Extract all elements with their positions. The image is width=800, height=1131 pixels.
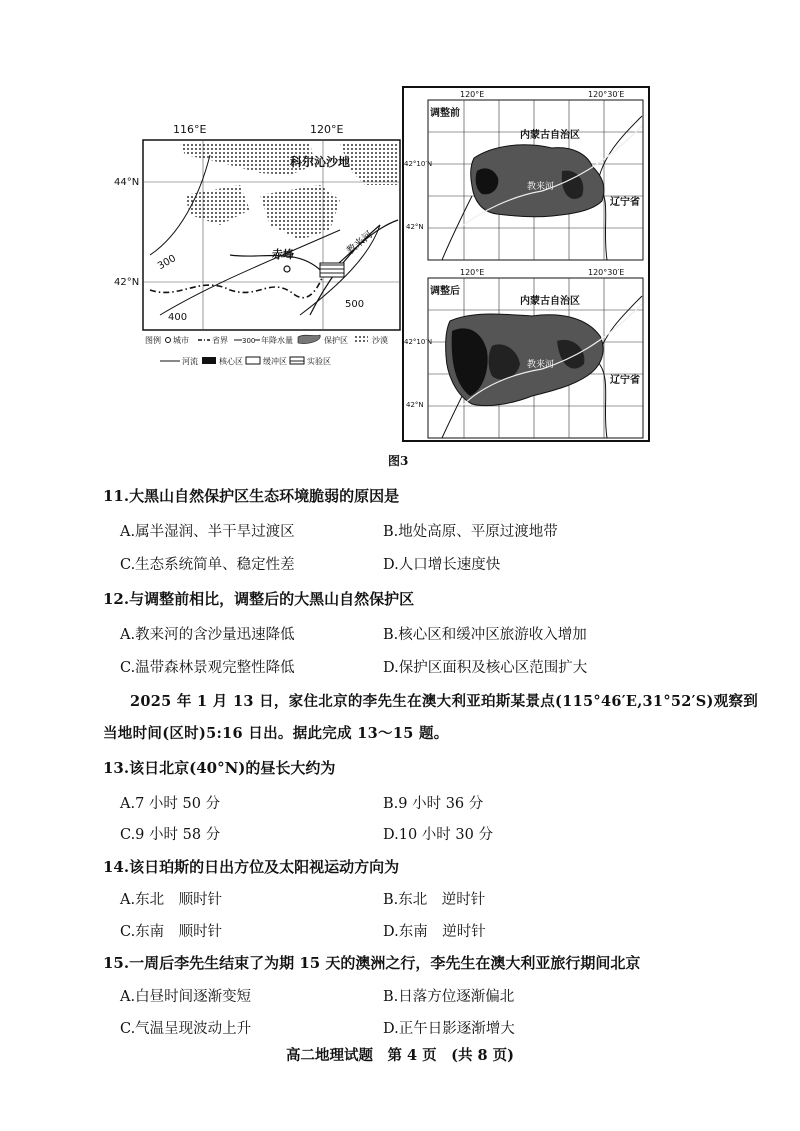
panel-title-before: 调整前 — [430, 108, 460, 119]
lon-label: 120°E — [460, 90, 485, 99]
question-15-option-c: C.气温呈现波动上升 — [120, 1021, 252, 1037]
lat-label: 42°N — [406, 401, 424, 409]
legend-desert-icon — [354, 336, 368, 343]
lon-label: 120°E — [310, 123, 344, 136]
question-15-option-a: A.白昼时间逐渐变短 — [120, 989, 252, 1005]
river-label: 教来河 — [344, 229, 375, 258]
lon-label: 120°30′E — [588, 268, 625, 277]
legend-buffer: 缓冲区 — [263, 357, 287, 366]
legend-river: 河流 — [182, 357, 198, 366]
page-footer: 高二地理试题 第 4 页 (共 8 页) — [285, 1047, 515, 1064]
lon-label: 116°E — [173, 123, 207, 136]
region-label-before: 内蒙古自治区 — [520, 130, 580, 141]
legend-isohyet-sample: 300 — [242, 337, 256, 345]
question-12-option-b: B.核心区和缓冲区旅游收入增加 — [383, 627, 587, 643]
legend-core: 核心区 — [219, 357, 243, 366]
legend-reserve-icon — [298, 335, 320, 344]
figure-caption: 图3 — [388, 454, 409, 468]
lon-label: 120°30′E — [588, 90, 625, 99]
map-before — [404, 90, 643, 260]
question-15-option-b: B.日落方位逐渐偏北 — [383, 989, 515, 1005]
city-chifeng-marker — [284, 266, 290, 272]
legend-isohyet: 年降水量 — [261, 336, 293, 345]
question-12-stem: 12.与调整前相比，调整后的大黑山自然保护区 — [103, 590, 415, 608]
question-11-option-b: B.地处高原、平原过渡地带 — [383, 524, 558, 540]
lat-label: 42°N — [114, 277, 140, 288]
question-13-option-b: B.9 小时 36 分 — [383, 796, 484, 812]
legend-title: 图例 — [145, 336, 161, 345]
question-14-option-c: C.东南 顺时针 — [120, 924, 223, 940]
legend-buffer-icon — [246, 357, 260, 364]
question-13-option-a: A.7 小时 50 分 — [120, 796, 221, 812]
legend-province: 省界 — [212, 336, 228, 345]
question-11-option-a: A.属半湿润、半干旱过渡区 — [120, 524, 295, 540]
reserve-box — [320, 263, 344, 277]
lat-label: 42°N — [406, 223, 424, 231]
question-11-option-d: D.人口增长速度快 — [383, 557, 501, 573]
question-14-option-d: D.东南 逆时针 — [383, 924, 486, 940]
passage-line-1: 2025 年 1 月 13 日，家住北京的李先生在澳大利亚珀斯某景点(115°46′E,31°52′S)观察到 — [130, 693, 759, 710]
isohyet-label-500: 500 — [345, 299, 365, 310]
question-12-option-a: A.教来河的含沙量迅速降低 — [120, 627, 295, 643]
passage-line-2: 当地时间(区时)5:16 日出。据此完成 13～15 题。 — [103, 725, 449, 742]
question-12-option-d: D.保护区面积及核心区范围扩大 — [383, 660, 588, 676]
legend-core-icon — [202, 357, 216, 364]
isohyet-label-400: 400 — [168, 312, 188, 323]
question-14-option-b: B.东北 逆时针 — [383, 892, 486, 908]
city-label: 赤峰 — [272, 248, 294, 261]
lon-label: 120°E — [460, 268, 485, 277]
question-15-option-d: D.正午日影逐渐增大 — [383, 1021, 515, 1037]
question-14-option-a: A.东北 顺时针 — [120, 892, 223, 908]
question-15-stem: 15.一周后李先生结束了为期 15 天的澳洲之行，李先生在澳大利亚旅行期间北京 — [103, 954, 641, 972]
region-label-after: 内蒙古自治区 — [520, 296, 580, 307]
left-map — [110, 115, 405, 380]
lat-label: 42°10′N — [404, 160, 433, 168]
lat-label: 42°10′N — [404, 338, 433, 346]
legend-city: 城市 — [173, 336, 189, 345]
legend-experimental-icon — [290, 357, 304, 364]
question-13-stem: 13.该日北京(40°N)的昼长大约为 — [103, 759, 336, 777]
question-11-option-c: C.生态系统简单、稳定性差 — [120, 557, 295, 573]
question-12-option-c: C.温带森林景观完整性降低 — [120, 660, 295, 676]
province-label-after: 辽宁省 — [610, 375, 640, 386]
isohyet-label-300: 300 — [156, 253, 179, 273]
map-after — [404, 268, 643, 438]
river-label-after: 教来河 — [527, 360, 555, 370]
sandland-label: 科尔沁沙地 — [290, 155, 351, 169]
right-maps — [402, 86, 650, 442]
question-11-stem: 11.大黑山自然保护区生态环境脆弱的原因是 — [103, 487, 400, 505]
question-13-option-d: D.10 小时 30 分 — [383, 827, 493, 843]
legend-city-icon — [166, 338, 171, 343]
lat-label: 44°N — [114, 177, 140, 188]
legend-reserve: 保护区 — [324, 336, 348, 345]
legend — [145, 335, 388, 345]
legend-desert: 沙漠 — [372, 336, 388, 345]
panel-title-after: 调整后 — [430, 286, 460, 297]
question-14-stem: 14.该日珀斯的日出方位及太阳视运动方向为 — [103, 858, 400, 876]
legend-experimental: 实验区 — [307, 357, 331, 366]
question-13-option-c: C.9 小时 58 分 — [120, 827, 221, 843]
river-label-before: 教来河 — [527, 182, 555, 192]
province-label-before: 辽宁省 — [610, 197, 640, 208]
